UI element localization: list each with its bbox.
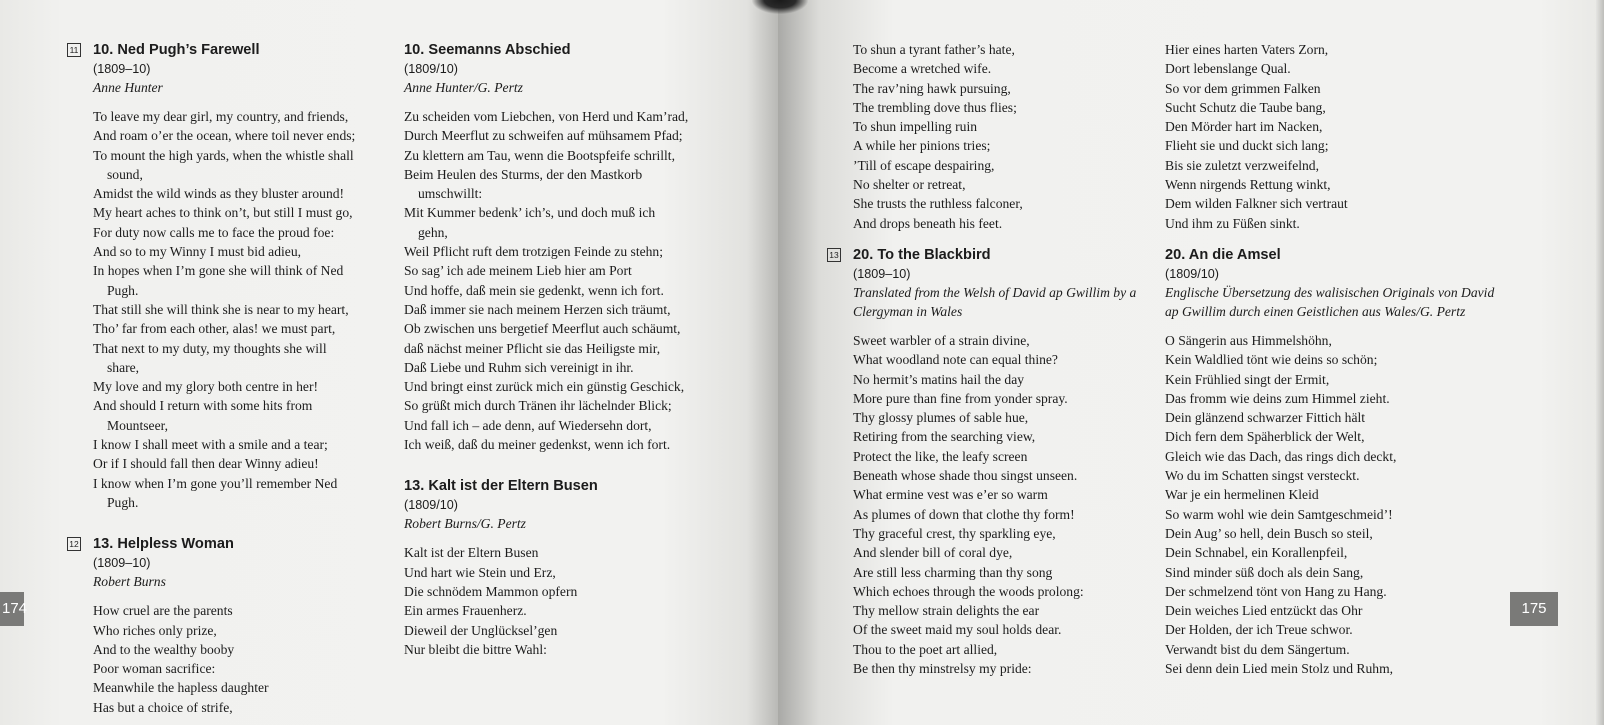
left-page xyxy=(0,0,778,725)
poem xyxy=(69,534,393,717)
poem-line: Dieweil der Unglücksel’gen xyxy=(404,622,558,638)
poem-line: What ermine vest was e’er so warm xyxy=(853,487,1048,503)
poem-line: That still she will think she is near to my heart, xyxy=(93,301,349,317)
poem-date: (1809/10) xyxy=(404,498,458,513)
poem-line: The trembling dove thus flies; xyxy=(853,99,1017,115)
poem-line: Which echoes through the woods prolong: xyxy=(853,583,1084,599)
poem-line: Nur bleibt die bittre Wahl: xyxy=(404,641,547,657)
poem-line: Und fall ich – ade denn, auf Wiedersehn dort, xyxy=(404,417,652,433)
poem-date: (1809–10) xyxy=(93,556,151,571)
poem-line: And roam o’er the ocean, where toil never ends; xyxy=(93,128,356,144)
stanza xyxy=(404,107,744,300)
poem-line: Mountseer, xyxy=(107,417,168,433)
poem-line: Sucht Schutz die Taube bang, xyxy=(1165,99,1326,115)
poem-title: 10. Ned Pugh’s Farewell xyxy=(93,42,260,58)
poem-line: Und bringt einst zurück mich ein günstig Geschick, xyxy=(404,379,685,395)
stanza xyxy=(853,640,1153,679)
poem-line: ’Till of escape despairing, xyxy=(853,157,995,173)
poem-line: I know I shall meet with a smile and a tear; xyxy=(93,437,328,453)
spacer xyxy=(853,233,1153,245)
poem-line: And drops beneath his feet. xyxy=(853,215,1003,231)
poem-line: Dein Schnabel, ein Korallenpfeil, xyxy=(1165,545,1348,561)
poem-line: Or if I should fall then dear Winny adieu! xyxy=(93,456,319,472)
poem-line: Und hart wie Stein und Erz, xyxy=(404,564,556,580)
poem xyxy=(404,476,744,659)
poem-line: Mit Kummer bedenk’ ich’s, und doch muß ich xyxy=(404,205,656,221)
poem-line: So warm wohl wie dein Samtgeschmeid’! xyxy=(1165,506,1393,522)
poem-line: War je ein hermelinen Kleid xyxy=(1165,487,1319,503)
poem-line: Flieht sie und duckt sich lang; xyxy=(1165,138,1329,154)
poem-line: Ein armes Frauenherz. xyxy=(404,603,527,619)
poem-line: How cruel are the parents xyxy=(93,603,233,619)
poem-title: 13. Helpless Woman xyxy=(93,536,234,553)
poem-line: O Sängerin aus Himmelshöhn, xyxy=(1165,332,1332,348)
poem-line: Ob zwischen uns bergetief Meerflut auch schäumt, xyxy=(404,321,681,337)
poem-line: Zu scheiden vom Liebchen, von Herd und Kam’rad, xyxy=(404,109,689,124)
poem-author: Anne Hunter/G. Pertz xyxy=(404,80,523,95)
poem-date: (1809/10) xyxy=(404,62,458,76)
spacer xyxy=(1165,233,1505,245)
poem xyxy=(404,40,744,454)
right-column-english xyxy=(829,40,1153,700)
poem-author: Robert Burns/G. Pertz xyxy=(404,516,526,532)
poem-line: Be then thy minstrelsy my pride: xyxy=(853,661,1032,677)
track-marker: 12 xyxy=(67,537,81,551)
poem-line: Dein weiches Lied entzückt das Ohr xyxy=(1165,603,1363,619)
poem-date: (1809/10) xyxy=(1165,266,1219,281)
poem-line: Die schnödem Mammon opfern xyxy=(404,583,578,599)
poem-line: Has but a choice of strife, xyxy=(93,699,233,715)
poem-line: Pugh. xyxy=(107,494,139,510)
poem-line: Dein glänzend schwarzer Fittich hält xyxy=(1165,410,1366,426)
poem-line: daß nächst meiner Pflicht sie das Heiligste mir, xyxy=(404,340,661,356)
poem-line: Who riches only prize, xyxy=(93,622,217,638)
right-column-german xyxy=(1165,40,1505,700)
poem-line: Den Mörder hart im Nacken, xyxy=(1165,119,1323,135)
stanza xyxy=(1165,79,1505,233)
page-edge xyxy=(1596,0,1604,725)
poem-line: A while her pinions tries; xyxy=(853,138,991,154)
stanza xyxy=(853,40,1153,79)
poem-line: gehn, xyxy=(418,224,448,240)
poem-line: Dem wilden Falkner sich vertraut xyxy=(1165,196,1348,212)
poem-line: Beneath whose shade thou singst unseen. xyxy=(853,468,1078,484)
stanza xyxy=(404,300,744,454)
poem-line: Weil Pflicht ruft dem trotzigen Feinde zu stehn; xyxy=(404,244,664,260)
page-number-left: 174 xyxy=(0,592,24,626)
poem-line: More pure than fine from yonder spray. xyxy=(853,390,1068,406)
poem-line: Beim Heulen des Sturms, der den Mastkorb xyxy=(404,166,643,182)
poem-line: Und hoffe, daß mein sie gedenkt, wenn ich fort. xyxy=(404,282,664,298)
stanza xyxy=(1165,40,1505,79)
stanza xyxy=(1165,331,1505,485)
poem-author: Robert Burns xyxy=(93,574,166,590)
poem-line: Sei denn dein Lied mein Stolz und Ruhm, xyxy=(1165,661,1394,677)
poem-line: Dich fern dem Späherblick der Welt, xyxy=(1165,429,1365,445)
poem-line: No shelter or retreat, xyxy=(853,177,966,193)
poem-title: 13. Kalt ist der Eltern Busen xyxy=(404,478,598,495)
poem xyxy=(829,245,1153,678)
track-marker: 11 xyxy=(67,43,81,57)
poem xyxy=(1165,245,1505,678)
poem-line: Das fromm wie deins zum Himmel zieht. xyxy=(1165,390,1390,406)
poem-date: (1809–10) xyxy=(853,266,911,281)
poem-line: That next to my duty, my thoughts she will xyxy=(93,340,327,356)
poem-line: Daß Liebe und Ruhm sich vereinigt in ihr. xyxy=(404,359,634,375)
poem-line: Thy mellow strain delights the ear xyxy=(853,603,1040,619)
poem-title: 20. To the Blackbird xyxy=(853,246,991,263)
stanza xyxy=(853,79,1153,233)
poem-line: Ich weiß, daß du meiner gedenkst, wenn ich fort. xyxy=(404,437,671,453)
poem-line: Verwandt bist du dem Sängertum. xyxy=(1165,641,1350,657)
poem-line: Gleich wie das Dach, das rings dich deckt, xyxy=(1165,448,1397,464)
poem-title: 10. Seemanns Abschied xyxy=(404,42,571,58)
page-number-right: 175 xyxy=(1510,592,1558,626)
poem-line: Tho’ far from each other, alas! we must part, xyxy=(93,321,336,337)
poem-line: Of the sweet maid my soul holds dear. xyxy=(853,622,1062,638)
poem-line: My love and my glory both centre in her! xyxy=(93,379,318,395)
poem-line: Thou to the poet art allied, xyxy=(853,641,998,657)
poem-line: For duty now calls me to face the proud foe: xyxy=(93,224,335,240)
poem-line: Thy glossy plumes of sable hue, xyxy=(853,410,1029,426)
poem-line: Sweet warbler of a strain divine, xyxy=(853,332,1030,348)
track-marker: 13 xyxy=(827,248,841,262)
poem-line: Kalt ist der Eltern Busen xyxy=(404,545,539,561)
poem-line: What woodland note can equal thine? xyxy=(853,352,1058,368)
right-page xyxy=(778,0,1604,725)
left-column-german xyxy=(404,40,744,681)
poem-author: Englische Übersetzung des walisischen Originals von David ap Gwillim durch einen Geistlichen aus Wales/G. Pertz xyxy=(1165,284,1495,319)
stanza xyxy=(853,331,1153,485)
poem xyxy=(69,40,393,512)
left-column-english xyxy=(69,40,393,725)
poem-line: As plumes of down that clothe thy form! xyxy=(853,506,1075,522)
poem-author: Anne Hunter xyxy=(93,80,163,95)
stanza xyxy=(853,485,1153,639)
poem-line: Poor woman sacrifice: xyxy=(93,661,216,677)
stanza xyxy=(404,543,744,659)
poem-line: And so to my Winny I must bid adieu, xyxy=(93,244,302,260)
poem-line: She trusts the ruthless falconer, xyxy=(853,196,1023,212)
poem-line: Sind minder süß doch als dein Sang, xyxy=(1165,564,1364,580)
poem-line: Kein Frühlied singt der Ermit, xyxy=(1165,371,1330,387)
poem-line: share, xyxy=(107,359,140,375)
poem-line: Bis sie zuletzt verzweifelnd, xyxy=(1165,157,1320,173)
poem-line: Amidst the wild winds as they bluster around! xyxy=(93,186,345,202)
poem-line: Daß immer sie nach meinem Herzen sich träumt, xyxy=(404,301,671,317)
book-spine-shadow xyxy=(752,0,808,14)
stanza xyxy=(93,107,393,300)
poem-line: Pugh. xyxy=(107,282,139,298)
poem-line: No hermit’s matins hail the day xyxy=(853,371,1025,387)
poem-line: I know when I’m gone you’ll remember Ned xyxy=(93,475,338,491)
poem-line: Durch Meerflut zu schweifen auf mühsamem Pfad; xyxy=(404,128,683,144)
poem-line: To shun impelling ruin xyxy=(853,119,978,135)
poem-line: Become a wretched wife. xyxy=(853,61,992,77)
poem-line: Der Holden, der ich Treue schwor. xyxy=(1165,622,1353,638)
poem-line: To mount the high yards, when the whistle shall xyxy=(93,147,354,163)
poem-line: So sag’ ich ade meinem Lieb hier am Port xyxy=(404,263,632,279)
stanza xyxy=(1165,640,1505,679)
poem-line: My heart aches to think on’t, but still I must go, xyxy=(93,205,353,221)
poem-line: Wenn nirgends Rettung winkt, xyxy=(1165,177,1331,193)
poem-line: The rav’ning hawk pursuing, xyxy=(853,80,1011,96)
poem-line: Dein Aug’ so hell, dein Busch so steil, xyxy=(1165,525,1373,541)
poem-line: So vor dem grimmen Falken xyxy=(1165,80,1321,96)
poem-author: Translated from the Welsh of David ap Gwillim by a Clergyman in Wales xyxy=(853,284,1137,319)
poem-line: Meanwhile the hapless daughter xyxy=(93,680,269,696)
poem-line: To leave my dear girl, my country, and friends, xyxy=(93,109,349,124)
poem-line: Retiring from the searching view, xyxy=(853,429,1036,445)
poem-line: And to the wealthy booby xyxy=(93,641,235,657)
poem-line: Kein Waldlied tönt wie deins so schön; xyxy=(1165,352,1378,368)
poem-line: So grüßt mich durch Tränen ihr lächelnder Blick; xyxy=(404,398,672,414)
poem-line: Zu klettern am Tau, wenn die Bootspfeife schrillt, xyxy=(404,147,675,163)
poem-line: Are still less charming than thy song xyxy=(853,564,1053,580)
stanza xyxy=(93,300,393,512)
poem-line: Und ihm zu Füßen sinkt. xyxy=(1165,215,1300,231)
stanza xyxy=(1165,485,1505,639)
stanza xyxy=(93,601,393,717)
poem-line: Dort lebenslange Qual. xyxy=(1165,61,1291,77)
poem-line: sound, xyxy=(107,166,143,182)
poem-line: To shun a tyrant father’s hate, xyxy=(853,42,1015,57)
poem-line: In hopes when I’m gone she will think of Ned xyxy=(93,263,344,279)
poem-date: (1809–10) xyxy=(93,62,151,76)
poem-line: Thy graceful crest, thy sparkling eye, xyxy=(853,525,1056,541)
poem-line: And slender bill of coral dye, xyxy=(853,545,1013,561)
poem-line: umschwillt: xyxy=(418,186,483,202)
poem-line: Protect the like, the leafy screen xyxy=(853,448,1028,464)
poem-line: And should I return with some hits from xyxy=(93,398,313,414)
poem-line: Hier eines harten Vaters Zorn, xyxy=(1165,42,1329,57)
poem-line: Wo du im Schatten singst versteckt. xyxy=(1165,468,1360,484)
poem-line: Der schmelzend tönt von Hang zu Hang. xyxy=(1165,583,1387,599)
poem-title: 20. An die Amsel xyxy=(1165,246,1281,263)
